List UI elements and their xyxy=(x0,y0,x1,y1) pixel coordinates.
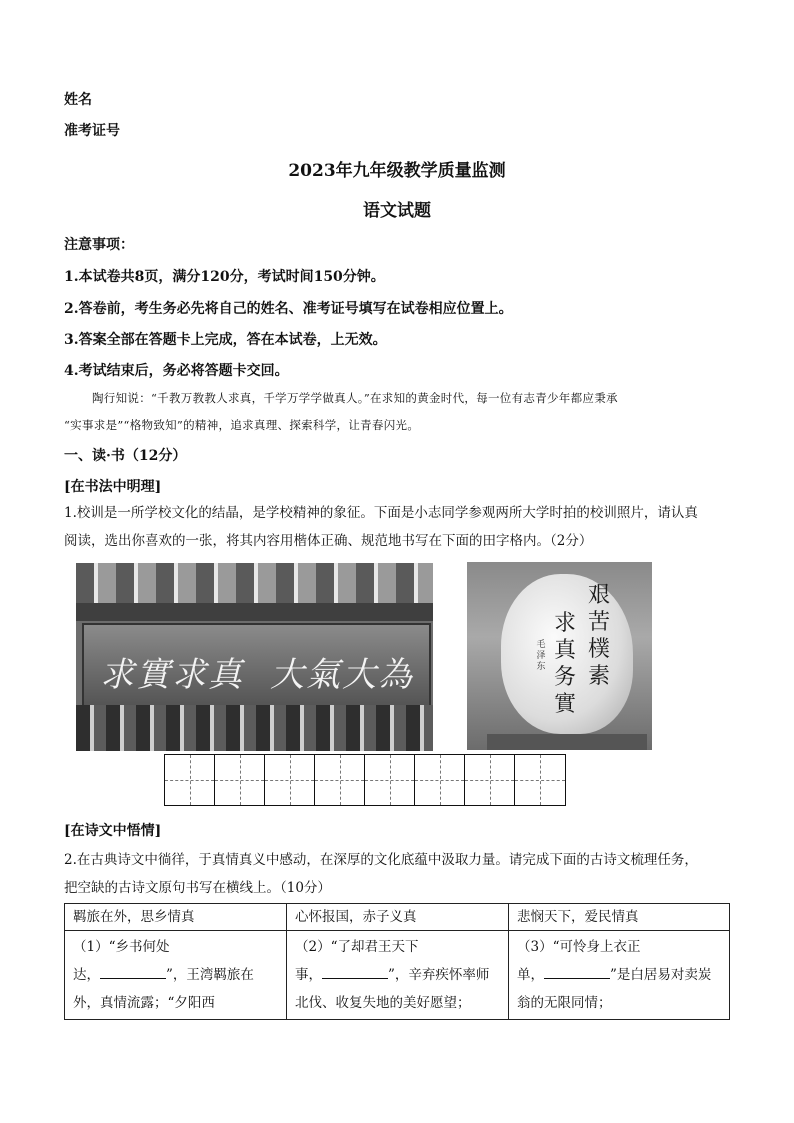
cell-text: 单， xyxy=(517,967,544,983)
question-line: 阅读，选出你喜欢的一张，将其内容用楷体正确、规范地书写在下面的田字格内。（2分） xyxy=(64,533,593,549)
grid-cell[interactable] xyxy=(165,755,215,805)
cell-text: ”，辛弃疾怀率师 xyxy=(388,967,490,983)
name-label: 姓名 xyxy=(64,92,92,108)
cell-line xyxy=(295,961,500,989)
cell-text: ”是白居易对卖炭 xyxy=(610,967,712,983)
cell-text: 事， xyxy=(295,967,322,983)
cell-line: （1）“乡书何处 xyxy=(73,939,170,955)
grid-cell[interactable] xyxy=(415,755,465,805)
table-cell xyxy=(509,931,730,1020)
grid-cell[interactable] xyxy=(215,755,265,805)
table-header: 悲悯天下，爱民情真 xyxy=(509,904,730,931)
question-2-text xyxy=(64,846,698,902)
poem-table xyxy=(64,903,730,1020)
motto-column: 求 真 务 實 xyxy=(553,611,576,717)
grid-cell[interactable] xyxy=(465,755,515,805)
section-heading: 一、读·书（12分） xyxy=(64,448,187,464)
motto-text: 求實求真 xyxy=(100,655,244,695)
cell-text: 达， xyxy=(73,967,100,983)
grid-cell[interactable] xyxy=(315,755,365,805)
table-cell xyxy=(287,931,509,1020)
page-title: 2023年九年级教学质量监测 xyxy=(288,161,506,181)
cell-line: （2）“了却君王天下 xyxy=(295,939,419,955)
grid-cell[interactable] xyxy=(515,755,565,805)
page-subtitle: 语文试题 xyxy=(363,201,431,221)
cell-text: ”，王湾羁旅在 xyxy=(166,967,254,983)
table-header-row xyxy=(65,904,730,931)
cell-line: （3）“可怜身上衣正 xyxy=(517,939,641,955)
subsection-heading: [在书法中明理] xyxy=(64,479,162,495)
motto-text: 大氣大為 xyxy=(270,655,414,695)
answer-blank[interactable] xyxy=(322,964,388,979)
cell-line xyxy=(73,961,278,989)
question-1-text xyxy=(64,499,698,555)
motto-plaque xyxy=(82,623,431,707)
table-row xyxy=(65,931,730,1020)
question-line: 1.校训是一所学校文化的结晶，是学校精神的象征。下面是小志同学参观两所大学时拍的校训照片，请认真 xyxy=(64,505,698,521)
notice-item: 4.考试结束后，务必将答题卡交回。 xyxy=(64,363,289,379)
table-header: 心怀报国，赤子义真 xyxy=(287,904,509,931)
motto-stone xyxy=(501,574,633,734)
intro-line: 陶行知说：“千教万教教人求真，千学万学学做真人。”在求知的黄金时代，每一位有志青少年都应秉承 xyxy=(92,391,618,405)
notice-item: 1.本试卷共8页，满分120分，考试时间150分钟。 xyxy=(64,269,385,285)
writing-grid[interactable] xyxy=(164,754,566,806)
grid-cell[interactable] xyxy=(365,755,415,805)
notice-item: 3.答案全部在答题卡上完成，答在本试卷，上无效。 xyxy=(64,332,387,348)
subsection-heading: [在诗文中悟情] xyxy=(64,823,162,839)
exam-id-label: 准考证号 xyxy=(64,123,120,139)
table-header: 羁旅在外，思乡情真 xyxy=(65,904,287,931)
answer-blank[interactable] xyxy=(100,964,166,979)
motto-column: 艰 苦 樸 素 xyxy=(587,583,610,689)
school-motto-photo-1 xyxy=(76,563,433,751)
question-line: 把空缺的古诗文原句书写在横线上。（10分） xyxy=(64,880,331,896)
notice-item: 2.答卷前，考生务必先将自己的姓名、准考证号填写在试卷相应位置上。 xyxy=(64,301,513,317)
question-line: 2.在古典诗文中徜徉，于真情真义中感动，在深厚的文化底蕴中汲取力量。请完成下面的古诗文梳理任务， xyxy=(64,852,698,868)
cell-line xyxy=(517,961,721,989)
cell-line: 外，真情流露；“夕阳西 xyxy=(73,995,215,1011)
grid-cell[interactable] xyxy=(265,755,315,805)
table-cell xyxy=(65,931,287,1020)
school-motto-photo-2 xyxy=(467,562,652,750)
notice-heading: 注意事项： xyxy=(64,237,134,253)
cell-line: 北伐、收复失地的美好愿望； xyxy=(295,995,471,1011)
motto-signature: 毛 泽 东 xyxy=(536,640,546,672)
intro-line: “实事求是”“格物致知”的精神，追求真理、探索科学，让青春闪光。 xyxy=(64,418,420,432)
cell-line: 翁的无限同情； xyxy=(517,995,612,1011)
answer-blank[interactable] xyxy=(544,964,610,979)
